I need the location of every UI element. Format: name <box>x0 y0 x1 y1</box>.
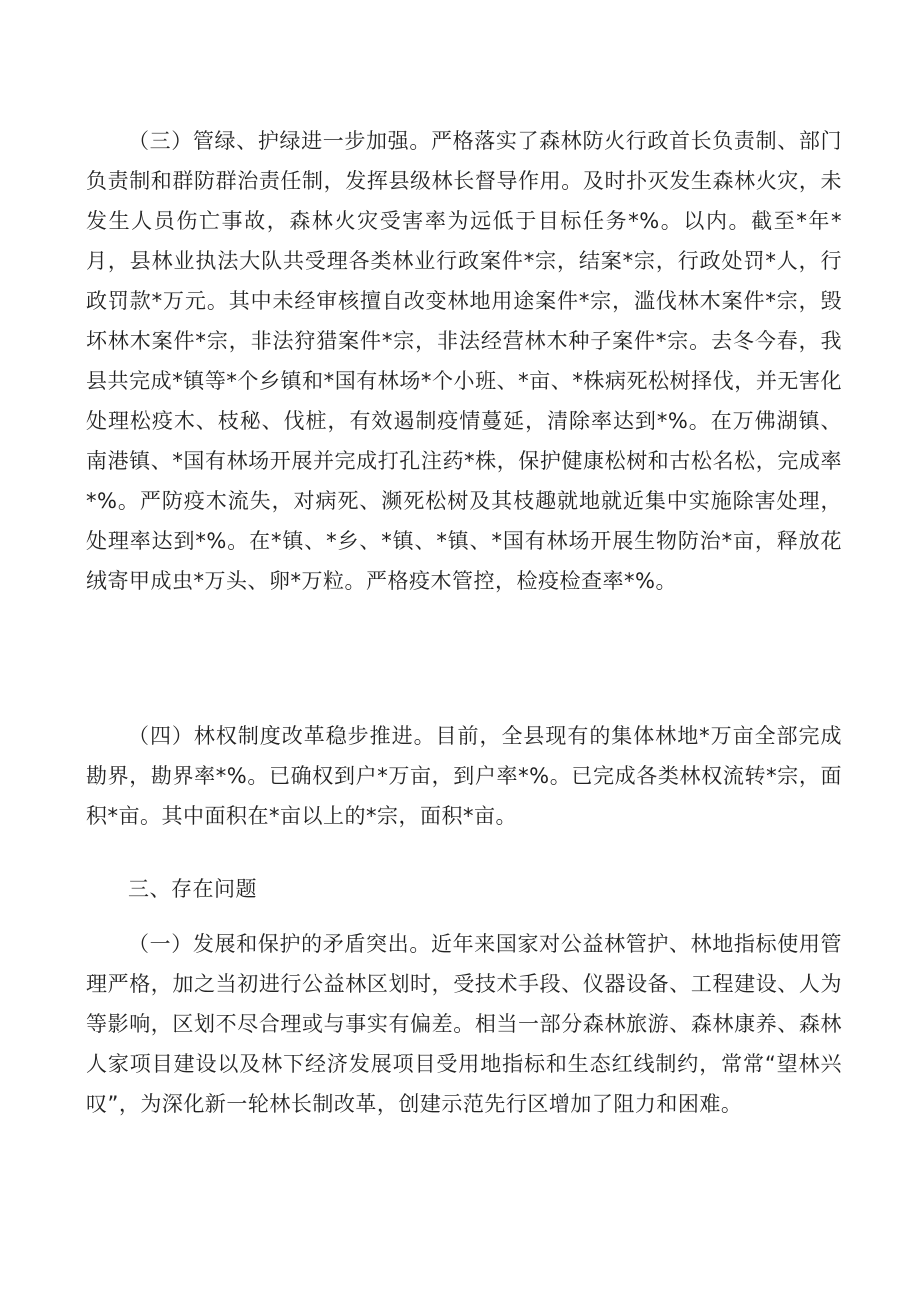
paragraph-text: （一）发展和保护的矛盾突出。近年来国家对公益林管护、林地指标使用管理严格，加之当初进行公益林区划时，受技术手段、仪器设备、工程建设、人为等影响，区划不尽合理或与事实有偏差。相当一部分森林旅游、森林康养、森林人家项目建设以及林下经济发展项目受用地指标和生态红线制约，常常“望林兴叹”，为深化新一轮林长制改革，创建示范先行区增加了阻力和困难。 <box>86 932 842 1116</box>
paragraph-forest-protection <box>86 121 842 601</box>
paragraph-text: （三）管绿、护绿进一步加强。严格落实了森林防火行政首长负责制、部门负责制和群防群治责任制，发挥县级林长督导作用。及时扑灭发生森林火灾，未发生人员伤亡事故，森林火灾受害率为远低于目标任务*%。以内。截至*年*月，县林业执法大队共受理各类林业行政案件*宗，结案*宗，行政处罚*人，行政罚款*万元。其中未经审核擅自改变林地用途案件*宗，滥伐林木案件*宗，毁坏林木案件*宗，非法狩猎案件*宗，非法经营林木种子案件*宗。去冬今春，我县共完成*镇等*个乡镇和*国有林场*个小班、*亩、*株病死松树择伐，并无害化处理松疫木、枝秘、伐桩，有效遏制疫情蔓延，清除率达到*%。在万佛湖镇、南港镇、*国有林场开展并完成打孔注药*株，保护健康松树和古松名松，完成率*%。严防疫木流失，对病死、濒死松树及其枝趣就地就近集中实施除害处理，处理率达到*%。在*镇、*乡、*镇、*镇、*国有林场开展生物防治*亩，释放花绒寄甲成虫*万头、卵*万粒。严格疫木管控，检疫检查率*%。 <box>86 129 842 593</box>
section-heading-problems <box>86 869 842 909</box>
section-heading-text: 三、存在问题 <box>128 877 257 901</box>
paragraph-text: （四）林权制度改革稳步推进。目前，全县现有的集体林地*万亩全部完成勘界，勘界率*%。已确权到户*万亩，到户率*%。已完成各类林权流转*宗，面积*亩。其中面积在*亩以上的*宗，面积*亩。 <box>86 724 842 828</box>
paragraph-development-conflict <box>86 924 842 1124</box>
paragraph-forest-rights-reform <box>86 716 842 836</box>
